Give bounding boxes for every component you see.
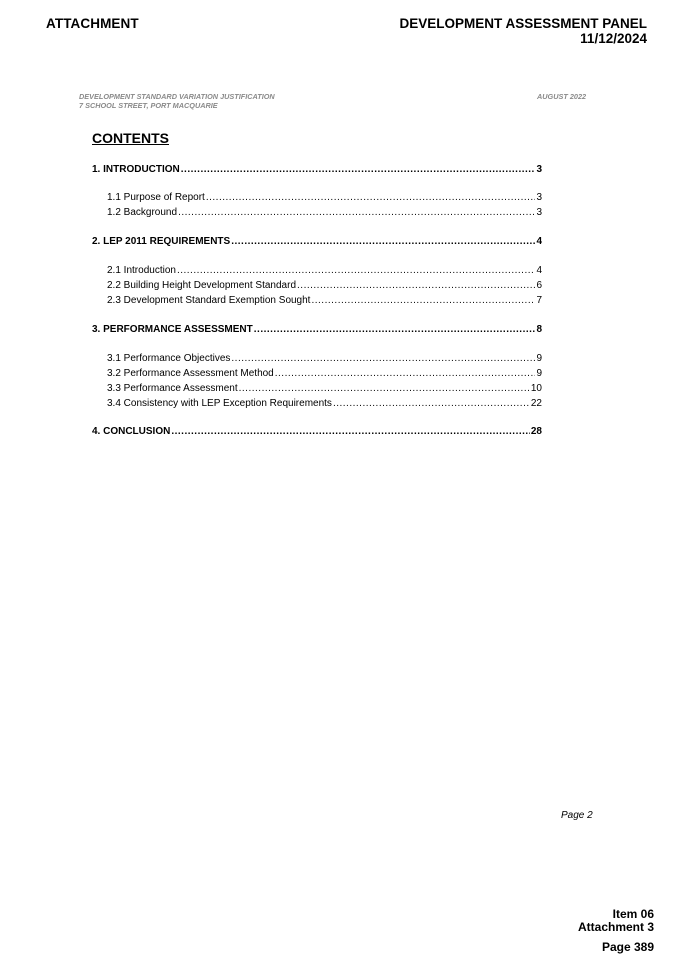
toc-group-4 — [92, 426, 542, 441]
toc-entry-page: 22 — [530, 398, 542, 409]
toc-entry-performance-assessment-3-3[interactable] — [92, 383, 542, 398]
toc-group-1 — [92, 164, 542, 179]
toc-entry-label: 1. INTRODUCTION — [92, 164, 180, 175]
toc-leader — [311, 295, 535, 306]
toc-group-2-sub — [92, 265, 542, 310]
toc-entry-page: 7 — [536, 295, 542, 306]
toc-leader — [178, 207, 535, 218]
toc-leader — [231, 353, 535, 364]
toc-entry-page: 3 — [536, 207, 542, 218]
toc-entry-page: 28 — [530, 426, 542, 437]
footer-page-number: Page 389 — [601, 940, 654, 954]
toc-leader — [181, 164, 536, 175]
toc-leader — [171, 426, 530, 437]
toc-entry-assessment-method[interactable] — [92, 368, 542, 383]
toc-leader — [239, 383, 530, 394]
panel-title: DEVELOPMENT ASSESSMENT PANEL — [399, 16, 647, 31]
toc-leader — [333, 398, 530, 409]
toc-entry-label: 1.2 Background — [107, 207, 178, 218]
contents-heading: CONTENTS — [92, 130, 169, 146]
toc-leader — [231, 236, 535, 247]
attachment-label: ATTACHMENT — [46, 16, 139, 31]
toc-entry-label: 3.3 Performance Assessment — [107, 383, 238, 394]
toc-entry-introduction[interactable] — [92, 164, 542, 179]
toc-entry-page: 9 — [536, 353, 542, 364]
footer-attachment: Attachment 3 — [577, 920, 654, 934]
toc-entry-page: 4 — [536, 236, 542, 247]
toc-entry-label: 1.1 Purpose of Report — [107, 192, 205, 203]
toc-entry-building-height[interactable] — [92, 280, 542, 295]
toc-entry-background[interactable] — [92, 207, 542, 222]
document-title: DEVELOPMENT STANDARD VARIATION JUSTIFICATION — [79, 92, 275, 101]
toc-entry-performance-objectives[interactable] — [92, 353, 542, 368]
document-header — [79, 92, 275, 110]
toc-entry-purpose-of-report[interactable] — [92, 192, 542, 207]
toc-entry-label: 2.2 Building Height Development Standard — [107, 280, 297, 291]
toc-leader — [177, 265, 536, 276]
toc-entry-label: 3. PERFORMANCE ASSESSMENT — [92, 324, 253, 335]
toc-group-3 — [92, 324, 542, 339]
document-date: AUGUST 2022 — [537, 92, 587, 101]
toc-entry-lep-exception-consistency[interactable] — [92, 398, 542, 413]
toc-entry-page: 8 — [536, 324, 542, 335]
toc-entry-page: 10 — [530, 383, 542, 394]
toc-entry-lep-requirements[interactable] — [92, 236, 542, 251]
toc-entry-page: 6 — [536, 280, 542, 291]
toc-entry-page: 4 — [536, 265, 542, 276]
toc-leader — [297, 280, 535, 291]
toc-entry-label: 3.1 Performance Objectives — [107, 353, 231, 364]
toc-entry-page: 9 — [536, 368, 542, 379]
toc-entry-label: 3.4 Consistency with LEP Exception Requirements — [107, 398, 332, 409]
toc-group-3-sub — [92, 353, 542, 413]
panel-date: 11/12/2024 — [580, 31, 647, 46]
toc-entry-label: 2.3 Development Standard Exemption Sought — [107, 295, 311, 306]
panel-header — [399, 16, 647, 46]
toc-entry-page: 3 — [536, 164, 542, 175]
toc-entry-label: 4. CONCLUSION — [92, 426, 171, 437]
toc-entry-label: 2. LEP 2011 REQUIREMENTS — [92, 236, 231, 247]
toc-group-2 — [92, 236, 542, 251]
toc-leader — [206, 192, 536, 203]
toc-group-1-sub — [92, 192, 542, 222]
footer-item: Item 06 — [612, 907, 654, 921]
toc-leader — [275, 368, 536, 379]
toc-entry-label: 2.1 Introduction — [107, 265, 176, 276]
toc-entry-exemption-sought[interactable] — [92, 295, 542, 310]
attachment-footer — [578, 908, 654, 954]
toc-entry-conclusion[interactable] — [92, 426, 542, 441]
document-address: 7 SCHOOL STREET, PORT MACQUARIE — [79, 101, 218, 110]
toc-entry-performance-assessment[interactable] — [92, 324, 542, 339]
toc-leader — [254, 324, 536, 335]
toc-entry-label: 3.2 Performance Assessment Method — [107, 368, 274, 379]
toc-entry-introduction-2-1[interactable] — [92, 265, 542, 280]
inner-page-number: Page 2 — [561, 810, 593, 821]
toc-entry-page: 3 — [536, 192, 542, 203]
